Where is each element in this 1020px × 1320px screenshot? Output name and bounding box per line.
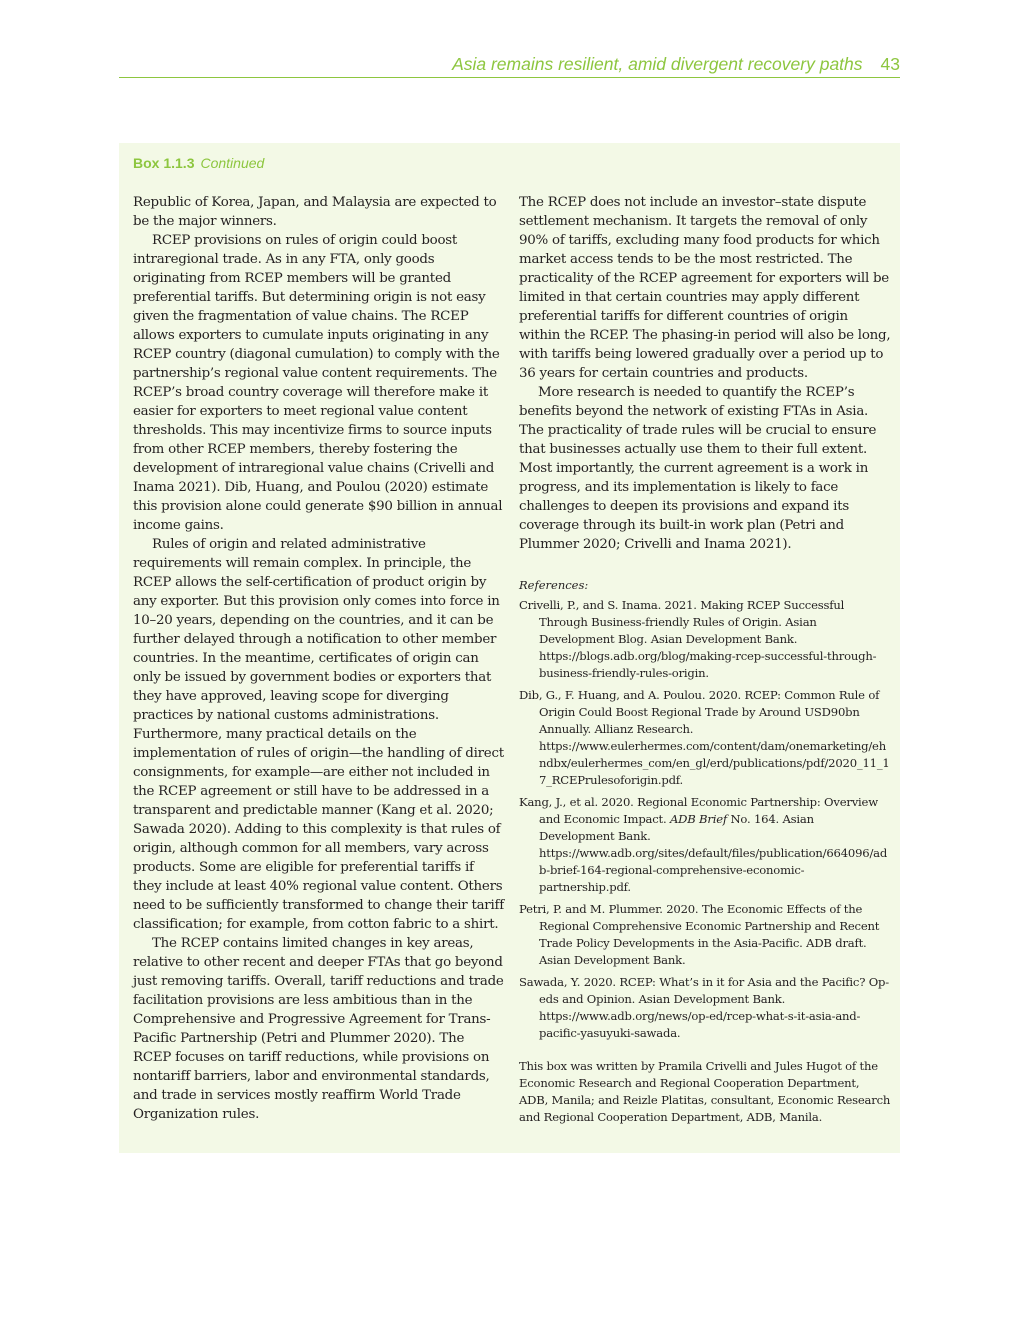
box-number: Box 1.1.3 <box>133 155 195 171</box>
reference-item: Kang, J., et al. 2020. Regional Economic Partnership: Overview and Economic Impact. ADB Brief No. 164. Asian Development Bank. https://www.adb.org/sites/default/files/publication/664096/adb-brief-164-regional-comprehensive-economic-partnership.pdf. <box>519 795 888 894</box>
reference-item: Crivelli, P., and S. Inama. 2021. Making RCEP Successful Through Business-friendly Rules of Origin. Asian Development Blog. Asian Development Bank. https://blogs.adb.org/blog/making-rcep-successful-through-business-friendly-rules-origin. <box>519 598 877 680</box>
reference-item: Dib, G., F. Huang, and A. Poulou. 2020. RCEP: Common Rule of Origin Could Boost Regional Trade by Around USD90bn Annually. Allianz Research. https://www.eulerhermes.com/content/dam/onemarketing/ehndbx/eulerhermes_com/en_gl/erd/publications/pdf/2020_11_17_RCEPrulesoforigin.pdf. <box>519 688 890 787</box>
body-paragraph: Republic of Korea, Japan, and Malaysia are expected to be the major winners. <box>133 195 497 229</box>
running-header <box>119 52 900 78</box>
box-label <box>133 155 264 171</box>
box-1-1-3 <box>119 143 900 1153</box>
publication-title: ADB Brief <box>669 812 727 826</box>
reference-item: Petri, P. and M. Plummer. 2020. The Economic Effects of the Regional Comprehensive Economic Partnership and Recent Trade Policy Developments in the Asia-Pacific. ADB draft. Asian Development Bank. <box>519 902 880 967</box>
page-number: 43 <box>880 54 900 74</box>
body-paragraph: More research is needed to quantify the RCEP’s benefits beyond the network of existing FTAs in Asia. The practicality of trade rules will be crucial to ensure that businesses actually use them to their full extent. Most importantly, the current agreement is a work in progress, and its implementation is likely to face challenges to deepen its provisions and expand its coverage through its built-in work plan (Petri and Plummer 2020; Crivelli and Inama 2021). <box>519 385 877 552</box>
authorship-note: This box was written by Pramila Crivelli and Jules Hugot of the Economic Research and Regional Cooperation Department, ADB, Manila; and Reizle Platitas, consultant, Economic Research and Regional Cooperation Department, ADB, Manila. <box>519 1059 891 1124</box>
references-list <box>519 597 891 1047</box>
body-paragraph: RCEP provisions on rules of origin could boost intraregional trade. As in any FTA, only goods originating from RCEP members will be granted preferential tariffs. But determining origin is not easy given the fragmentation of value chains. The RCEP allows exporters to cumulate inputs originating in any RCEP country (diagonal cumulation) to comply with the partnership’s regional value content requirements. The RCEP’s broad country coverage will therefore make it easier for exporters to meet regional value content thresholds. This may incentivize firms to source inputs from other RCEP members, thereby fostering the development of intraregional value chains (Crivelli and Inama 2021). Dib, Huang, and Poulou (2020) estimate this provision alone could generate $90 billion in annual income gains. <box>133 233 503 533</box>
body-paragraph: Rules of origin and related administrative requirements will remain complex. In principle, the RCEP allows the self-certification of product origin by any exporter. But this provision only comes into force in 10–20 years, depending on the countries, and it can be further delayed through a notification to other member countries. In the meantime, certificates of origin can only be issued by government bodies or exporters that they have approved, leaving scope for diverging practices by national customs administrations. Furthermore, many practical details on the implementation of rules of origin—the handling of direct consignments, for example—are either not included in the RCEP agreement or still have to be addressed in a transparent and predictable manner (Kang et al. 2020; Sawada 2020). Adding to this complexity is that rules of origin, although common for all members, vary across products. Some are eligible for preferential tariffs if they include at least 40% regional value content. Others need to be sufficiently transformed to change their tariff classification; for example, from cotton fabric to a shirt. <box>133 537 504 932</box>
body-paragraph: The RCEP does not include an investor–state dispute settlement mechanism. It targets the removal of only 90% of tariffs, excluding many food products for which market access tends to be the most restricted. The practicality of the RCEP agreement for exporters will be limited in that certain countries may apply different preferential tariffs for different countries of origin within the RCEP. The phasing-in period will also be long, with tariffs being lowered gradually over a period up to 36 years for certain countries and products. <box>519 195 891 381</box>
right-column <box>519 193 891 554</box>
reference-item: Sawada, Y. 2020. RCEP: What’s in it for Asia and the Pacific? Op-eds and Opinion. Asian Development Bank. https://www.adb.org/news/op-ed/rcep-what-s-it-asia-and-pacific-yasuyuki-sawada. <box>519 975 889 1040</box>
box-continued-label: Continued <box>200 155 265 171</box>
left-column <box>133 193 505 1124</box>
body-paragraph: The RCEP contains limited changes in key areas, relative to other recent and deeper FTAs that go beyond just removing tariffs. Overall, tariff reductions and trade facilitation provisions are less ambitious than in the Comprehensive and Progressive Agreement for Trans-Pacific Partnership (Petri and Plummer 2020). The RCEP focuses on tariff reductions, while provisions on nontariff barriers, labor and environmental standards, and trade in services mostly reaffirm World Trade Organization rules. <box>133 936 504 1122</box>
running-header-title: Asia remains resilient, amid divergent recovery paths <box>452 54 863 74</box>
references-heading: References: <box>519 578 589 592</box>
